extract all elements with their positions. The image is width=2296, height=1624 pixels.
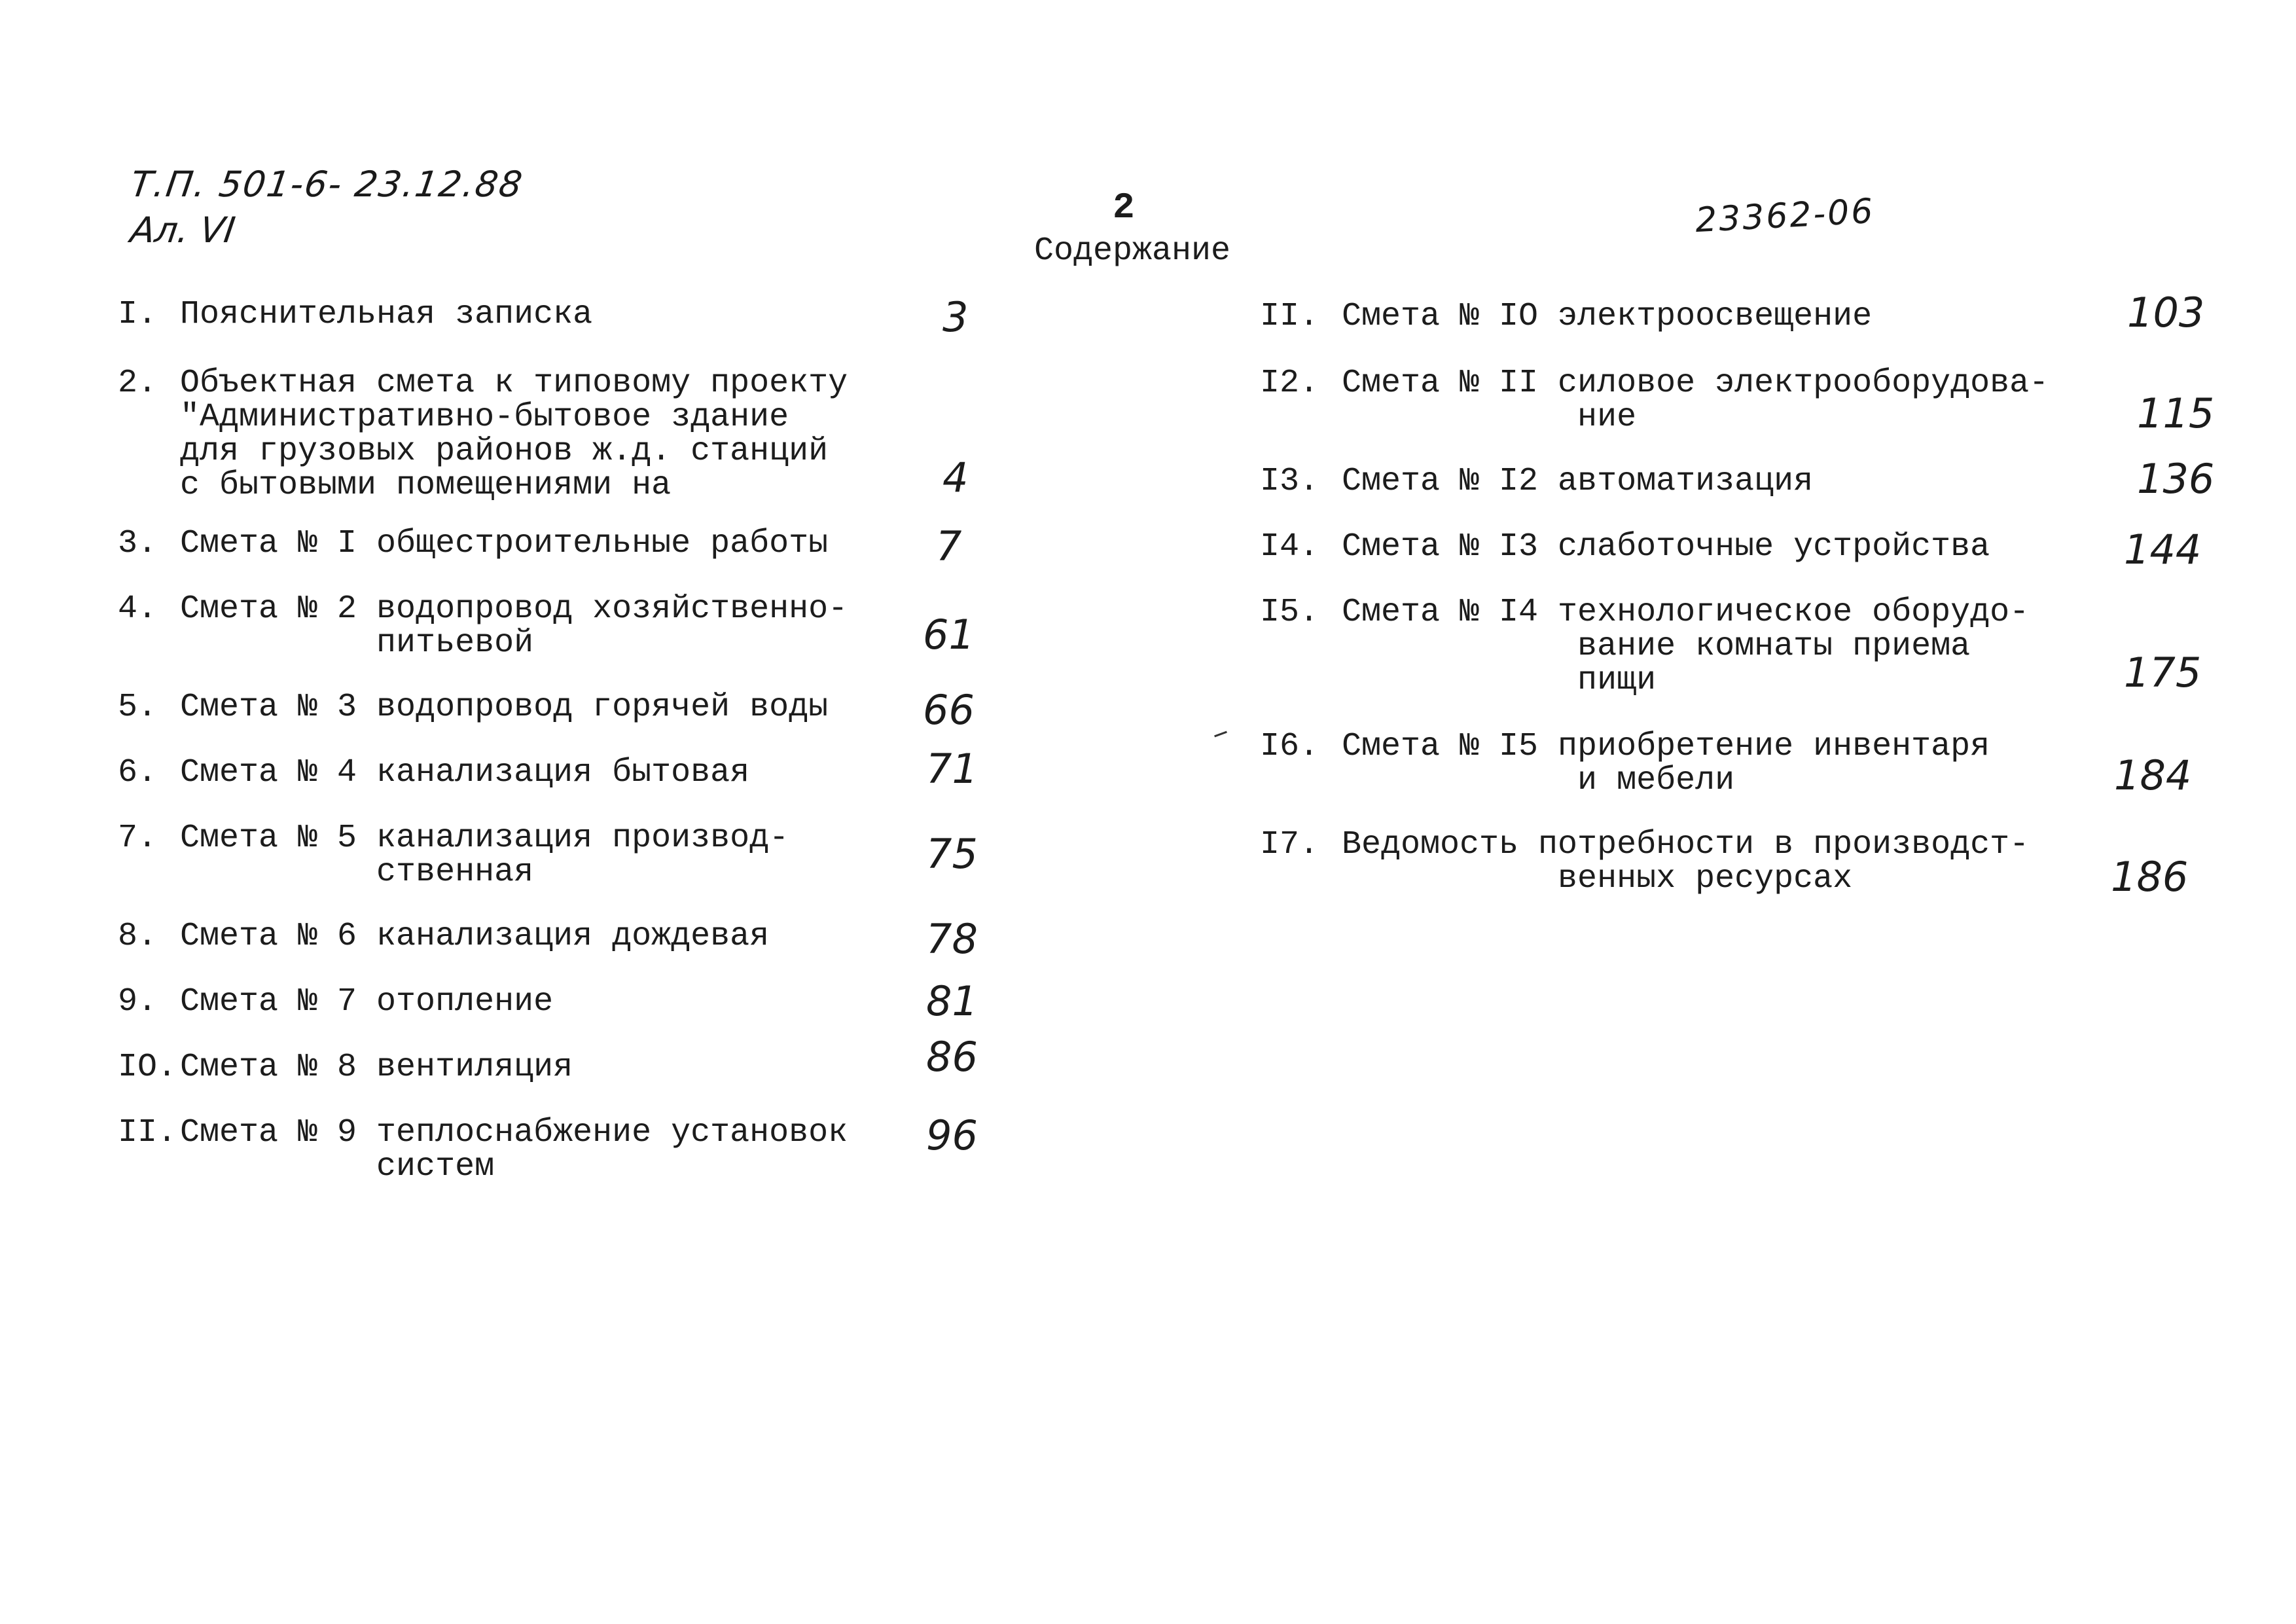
toc-entry-number: I2. xyxy=(1260,365,1319,402)
toc-entry-title: Смета № 4 канализация бытовая xyxy=(180,754,750,791)
toc-entry-page: 61 xyxy=(923,611,975,659)
toc-entry-title: Смета № I общестроительные работы xyxy=(180,525,829,562)
toc-entry-number: II. xyxy=(1260,298,1319,335)
album-number: Ал. VI xyxy=(128,209,238,251)
page-title: Содержание xyxy=(1034,232,1231,270)
document-code: Т.П. 501-6- 23.12.88 xyxy=(128,164,526,205)
inventory-number: 23362-06 xyxy=(1694,191,1876,241)
toc-entry-number: 3. xyxy=(118,525,158,562)
toc-entry-number: I6. xyxy=(1260,728,1319,765)
toc-entry-page: 86 xyxy=(926,1033,978,1081)
toc-entry-title: Смета № I2 автоматизация xyxy=(1342,463,1814,500)
toc-entry-title: Объектная смета к типовому проекту "Административно-бытовое здание для грузовых районов ж.д. станций с бытовыми помещениями на xyxy=(180,365,848,504)
toc-entry-title: Ведомость потребности в производст- венных ресурсах xyxy=(1342,826,2030,897)
toc-entry-title: Смета № 3 водопровод горячей воды xyxy=(180,689,829,726)
toc-entry-title: Смета № I4 технологическое оборудо- вание комнаты приема пищи xyxy=(1342,594,2030,699)
page-number: 2 xyxy=(1113,187,1135,228)
toc-entry-number: 2. xyxy=(118,365,158,402)
toc-entry-page: 184 xyxy=(2114,751,2192,799)
toc-entry-page: 7 xyxy=(936,522,962,570)
toc-entry-title: Смета № 2 водопровод хозяйственно- питьевой xyxy=(180,590,848,662)
toc-entry-page: 81 xyxy=(926,977,978,1025)
toc-entry-page: 66 xyxy=(923,686,975,734)
toc-entry-title: Смета № 7 отопление xyxy=(180,983,554,1020)
toc-entry-number: 4. xyxy=(118,590,158,628)
toc-entry-title: Смета № II силовое электрооборудова- ние xyxy=(1342,365,2049,436)
toc-entry-page: 186 xyxy=(2111,853,2189,901)
toc-entry-title: Смета № 9 теплоснабжение установок систем xyxy=(180,1114,848,1185)
toc-entry-number: I3. xyxy=(1260,463,1319,500)
toc-entry-number: I5. xyxy=(1260,594,1319,631)
toc-entry-number: 5. xyxy=(118,689,158,726)
toc-entry-page: 115 xyxy=(2137,389,2215,437)
toc-entry-title: Смета № IO электроосвещение xyxy=(1342,298,1873,335)
toc-entry-number: IO. xyxy=(118,1049,177,1086)
toc-entry-page: 75 xyxy=(926,830,978,878)
toc-entry-page: 144 xyxy=(2124,526,2202,573)
toc-entry-number: I4. xyxy=(1260,528,1319,566)
toc-entry-page: 103 xyxy=(2127,289,2205,336)
toc-entry-page: 136 xyxy=(2137,455,2215,503)
toc-entry-page: 96 xyxy=(926,1111,978,1159)
toc-entry-page: 175 xyxy=(2124,649,2202,696)
toc-entry-title: Смета № I3 слаботочные устройства xyxy=(1342,528,1990,566)
toc-entry-page: 4 xyxy=(942,454,969,501)
toc-entry-page: 3 xyxy=(942,293,969,341)
toc-entry-number: 7. xyxy=(118,820,158,857)
toc-entry-title: Смета № 6 канализация дождевая xyxy=(180,918,770,955)
toc-entry-number: 6. xyxy=(118,754,158,791)
toc-entry-page: 71 xyxy=(926,745,978,793)
toc-entry-title: Смета № 5 канализация производ- ственная xyxy=(180,820,789,891)
toc-entry-number: I. xyxy=(118,296,158,333)
toc-entry-title: Смета № I5 приобретение инвентаря и мебели xyxy=(1342,728,1990,799)
toc-entry-page: 78 xyxy=(926,915,978,963)
toc-entry-number: II. xyxy=(118,1114,177,1151)
pencil-mark xyxy=(1214,731,1227,738)
toc-entry-number: 9. xyxy=(118,983,158,1020)
toc-entry-title: Смета № 8 вентиляция xyxy=(180,1049,573,1086)
toc-entry-number: 8. xyxy=(118,918,158,955)
toc-entry-title: Пояснительная записка xyxy=(180,296,593,333)
toc-entry-number: I7. xyxy=(1260,826,1319,863)
